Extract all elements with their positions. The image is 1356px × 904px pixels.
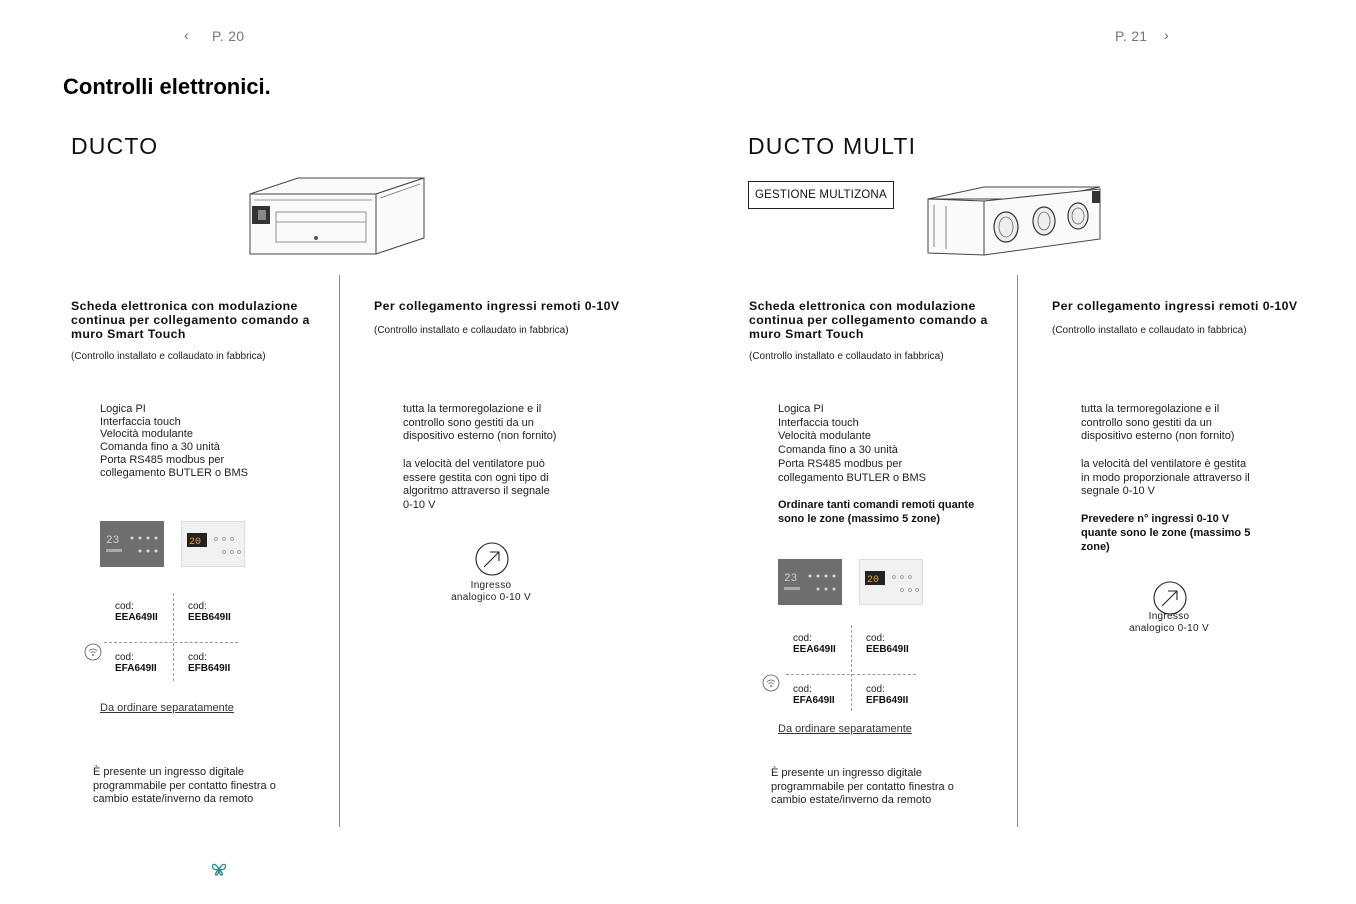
smart-touch-dark-panel-icon: [100, 521, 164, 567]
feature-item: Comanda fino a 30 unità: [778, 444, 898, 457]
subhead-line: continua per collegamento comando a: [749, 313, 988, 327]
code-grid-divider-v: [173, 593, 174, 681]
feature-item: Interfaccia touch: [778, 416, 859, 429]
light-display-digits: 20: [189, 537, 202, 548]
code-cell: [188, 601, 231, 623]
para-line: tutta la termoregolazione e il: [1081, 403, 1220, 415]
para-line: controllo sono gestiti da un: [403, 416, 534, 429]
code-cell: [793, 684, 835, 706]
footer-line: cambio estate/inverno da remoto: [93, 793, 254, 806]
footer-line: È presente un ingresso digitale: [771, 767, 923, 779]
code-label: cod:: [115, 601, 134, 612]
code-value: EEA649II: [115, 612, 158, 623]
code-cell: [115, 652, 157, 674]
analog-line: analogico 0-10 V: [451, 592, 531, 603]
next-page-label[interactable]: P. 21: [1115, 28, 1148, 44]
next-page-chevron-icon[interactable]: ›: [1164, 27, 1169, 43]
code-value: EFA649II: [115, 663, 157, 674]
analog-line: analogico 0-10 V: [1129, 623, 1209, 634]
bold-note-line: Prevedere n° ingressi 0-10 V: [1081, 513, 1230, 525]
code-value: EEA649II: [793, 644, 836, 655]
code-cell: [188, 652, 230, 674]
feature-item: Porta RS485 modbus per: [100, 453, 225, 466]
code-label: cod:: [866, 684, 885, 695]
ducto-multi-factory-note: (Controllo installato e collaudato in fabbrica): [749, 351, 944, 362]
para-line: in modo proporzionale attraverso il: [1081, 471, 1250, 484]
code-value: EFB649II: [866, 695, 909, 706]
code-cell: [866, 684, 908, 706]
code-cell: [793, 633, 836, 655]
ducto-unit-illustration: [246, 166, 428, 262]
code-cell: [866, 633, 909, 655]
ducto-multi-remote-para1: [1081, 403, 1234, 444]
column-divider-left: [339, 275, 340, 827]
ducto-remote-para2: [403, 458, 550, 512]
analog-line: Ingresso: [470, 580, 512, 591]
ducto-multi-feature-list: [778, 403, 926, 485]
subhead-line: muro Smart Touch: [749, 327, 864, 341]
order-separately-link[interactable]: Da ordinare separatamente: [778, 723, 912, 735]
ducto-digital-input-note: [93, 766, 276, 807]
code-label: cod:: [793, 684, 812, 695]
ducto-remote-inputs-subheading: Per collegamento ingressi remoti 0-10V: [374, 299, 620, 313]
code-label: cod:: [115, 652, 134, 663]
feature-item: Porta RS485 modbus per: [778, 457, 903, 470]
subhead-line: muro Smart Touch: [71, 327, 186, 341]
section-heading-ducto-multi: DUCTO MULTI: [748, 133, 917, 159]
smart-touch-dark-panel-icon: [778, 559, 842, 605]
analog-line: Ingresso: [1148, 611, 1190, 622]
analog-input-label: [1118, 611, 1220, 635]
feature-item: collegamento BUTLER o BMS: [100, 466, 248, 479]
code-label: cod:: [188, 601, 207, 612]
column-divider-right: [1017, 275, 1018, 827]
ducto-multi-remote-para2: [1081, 458, 1250, 499]
para-line: dispositivo esterno (non fornito): [1081, 430, 1235, 443]
code-value: EFA649II: [793, 695, 835, 706]
para-line: controllo sono gestiti da un: [1081, 416, 1212, 429]
ducto-smart-touch-subheading: [71, 299, 310, 341]
footer-line: È presente un ingresso digitale: [93, 766, 245, 778]
bold-note-line: quante sono le zone (massimo 5: [1081, 527, 1251, 539]
footer-line: programmabile per contatto finestra o: [771, 780, 954, 793]
para-line: segnale 0-10 V: [1081, 485, 1155, 498]
para-line: tutta la termoregolazione e il: [403, 403, 542, 415]
code-label: cod:: [793, 633, 812, 644]
code-value: EFB649II: [188, 663, 231, 674]
dark-display-digits: 23: [784, 573, 798, 585]
bold-note-line: Ordinare tanti comandi remoti quante: [778, 499, 975, 511]
order-separately-link[interactable]: Da ordinare separatamente: [100, 702, 234, 714]
ducto-multi-unit-illustration: [924, 183, 1106, 259]
smart-touch-light-thumbnail: [181, 521, 245, 567]
ducto-multi-remote-inputs-subheading: Per collegamento ingressi remoti 0-10V: [1052, 299, 1298, 313]
code-value: EEB649II: [866, 644, 909, 655]
ducto-factory-note: (Controllo installato e collaudato in fabbrica): [71, 351, 266, 362]
subhead-line: Scheda elettronica con modulazione: [749, 299, 976, 313]
feature-item: Interfaccia touch: [100, 415, 181, 428]
para-line: dispositivo esterno (non fornito): [403, 430, 557, 443]
feature-item: collegamento BUTLER o BMS: [778, 471, 926, 484]
smart-touch-light-panel-icon: [860, 560, 922, 604]
wifi-icon: [762, 674, 780, 692]
bold-note-line: sono le zone (massimo 5 zone): [778, 513, 940, 525]
code-value: EEB649II: [188, 612, 231, 623]
footer-line: cambio estate/inverno da remoto: [771, 794, 932, 807]
brand-butterfly-logo-icon: [210, 860, 228, 878]
multizone-tag: GESTIONE MULTIZONA: [748, 181, 894, 209]
para-line: 0-10 V: [403, 498, 436, 511]
light-display-digits: 20: [867, 575, 880, 586]
para-line: la velocità del ventilatore è gestita: [1081, 458, 1247, 470]
code-grid-divider-h: [786, 674, 916, 675]
para-line: algoritmo attraverso il segnale: [403, 485, 550, 498]
analog-input-label: [440, 580, 542, 604]
code-grid-divider-h: [104, 642, 238, 643]
ducto-multi-inputs-note: [1081, 512, 1250, 554]
ducto-multi-remote-factory-note: (Controllo installato e collaudato in fabbrica): [1052, 325, 1247, 336]
ducto-feature-list: [100, 403, 248, 479]
dark-display-digits: 23: [106, 535, 120, 547]
ducto-multi-order-note: [778, 498, 974, 526]
code-label: cod:: [188, 652, 207, 663]
subhead-line: continua per collegamento comando a: [71, 313, 310, 327]
ducto-multi-digital-input-note: [771, 767, 954, 808]
feature-item: Velocità modulante: [778, 430, 871, 443]
smart-touch-light-panel-icon: [182, 522, 244, 566]
footer-line: programmabile per contatto finestra o: [93, 779, 276, 792]
feature-item: Logica PI: [778, 403, 824, 415]
feature-item: Comanda fino a 30 unità: [100, 441, 220, 454]
smart-touch-dark-thumbnail: [778, 559, 842, 605]
smart-touch-dark-thumbnail: [100, 521, 164, 567]
prev-page-chevron-icon[interactable]: ‹: [184, 27, 189, 43]
bold-note-line: zone): [1081, 541, 1110, 553]
para-line: essere gestita con ogni tipo di: [403, 471, 549, 484]
analog-input-arrow-icon: [474, 541, 510, 577]
ducto-remote-para1: [403, 403, 556, 444]
feature-item: Velocità modulante: [100, 428, 193, 441]
subhead-line: Scheda elettronica con modulazione: [71, 299, 298, 313]
wifi-icon: [84, 643, 102, 661]
para-line: la velocità del ventilatore può: [403, 458, 545, 470]
code-cell: [115, 601, 158, 623]
ducto-remote-factory-note: (Controllo installato e collaudato in fabbrica): [374, 325, 569, 336]
code-label: cod:: [866, 633, 885, 644]
page-title: Controlli elettronici.: [63, 74, 271, 99]
ducto-multi-smart-touch-subheading: [749, 299, 988, 341]
section-heading-ducto: DUCTO: [71, 133, 159, 159]
prev-page-label[interactable]: P. 20: [212, 28, 245, 44]
feature-item: Logica PI: [100, 403, 146, 415]
smart-touch-light-thumbnail: [859, 559, 923, 605]
code-grid-divider-v: [851, 625, 852, 711]
